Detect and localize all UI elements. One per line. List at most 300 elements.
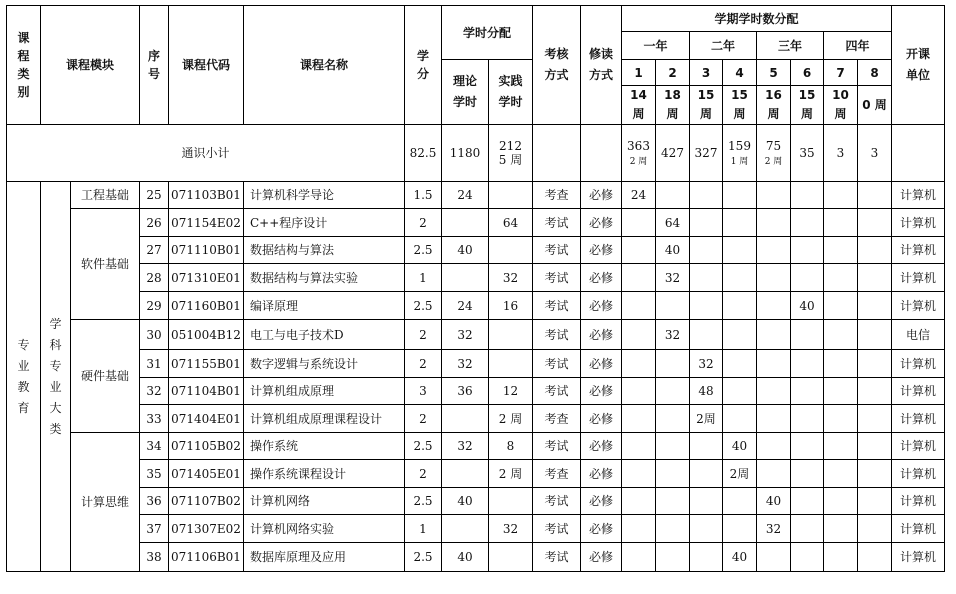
subtotal-study (581, 125, 622, 182)
subtotal-credit: 82.5 (405, 125, 442, 182)
term-8-cell (858, 237, 892, 264)
credit-cell: 2.5 (405, 237, 442, 264)
theory-cell (442, 209, 489, 237)
course-name-cell: 数据结构与算法实验 (244, 264, 405, 292)
course-name-cell: C++程序设计 (244, 209, 405, 237)
term-6-cell (791, 350, 824, 378)
header-term-3: 3 (690, 60, 723, 86)
practice-cell: 16 (489, 292, 533, 320)
credit-cell: 1 (405, 264, 442, 292)
term-1-cell (622, 350, 656, 378)
assess-cell: 考试 (533, 209, 581, 237)
term-4-cell: 40 (723, 433, 757, 460)
table-row (7, 320, 945, 350)
practice-cell: 2 周 (489, 405, 533, 433)
table-row (7, 237, 945, 264)
term-3-cell (690, 488, 723, 515)
credit-cell: 2.5 (405, 292, 442, 320)
term-5-cell (757, 350, 791, 378)
course-name-cell: 计算机科学导论 (244, 182, 405, 209)
credit-cell: 2.5 (405, 433, 442, 460)
term-4-cell: 2周 (723, 460, 757, 488)
term-2-cell (656, 543, 690, 572)
table-row (7, 433, 945, 460)
assess-cell: 考试 (533, 264, 581, 292)
term-7-cell (824, 543, 858, 572)
credit-cell: 2 (405, 209, 442, 237)
course-name-cell: 数字逻辑与系统设计 (244, 350, 405, 378)
subtotal-t6: 35 (791, 125, 824, 182)
term-7-cell (824, 209, 858, 237)
dept-cell: 计算机 (892, 378, 945, 405)
term-1-cell (622, 515, 656, 543)
term-6-cell (791, 378, 824, 405)
course-name-cell: 操作系统课程设计 (244, 460, 405, 488)
theory-cell: 24 (442, 292, 489, 320)
dept-cell: 计算机 (892, 433, 945, 460)
dept-cell: 计算机 (892, 237, 945, 264)
term-8-cell (858, 320, 892, 350)
term-2-cell (656, 460, 690, 488)
code-cell: 051004B12 (169, 320, 244, 350)
term-7-cell (824, 405, 858, 433)
dept-cell: 计算机 (892, 515, 945, 543)
term-5-cell (757, 405, 791, 433)
theory-cell: 32 (442, 320, 489, 350)
study-cell: 必修 (581, 209, 622, 237)
code-cell: 071104B01 (169, 378, 244, 405)
header-weeks-4: 15 周 (723, 86, 757, 125)
study-cell: 必修 (581, 488, 622, 515)
assess-cell: 考查 (533, 405, 581, 433)
header-term-8: 8 (858, 60, 892, 86)
table-row (7, 182, 945, 209)
term-1-cell (622, 209, 656, 237)
header-study: 修读方式 (581, 6, 622, 125)
term-3-cell: 48 (690, 378, 723, 405)
term-3-cell (690, 433, 723, 460)
code-cell: 071103B01 (169, 182, 244, 209)
credit-cell: 2 (405, 350, 442, 378)
term-8-cell (858, 209, 892, 237)
table-row (7, 405, 945, 433)
term-7-cell (824, 320, 858, 350)
credit-cell: 3 (405, 378, 442, 405)
term-3-cell (690, 237, 723, 264)
term-4-cell (723, 320, 757, 350)
code-cell: 071107B02 (169, 488, 244, 515)
table-row (7, 209, 945, 237)
course-name-cell: 数据库原理及应用 (244, 543, 405, 572)
seq-cell: 27 (140, 237, 169, 264)
term-6-cell (791, 264, 824, 292)
header-weeks-7: 10 周 (824, 86, 858, 125)
seq-cell: 25 (140, 182, 169, 209)
dept-cell: 计算机 (892, 209, 945, 237)
practice-cell: 32 (489, 515, 533, 543)
subtotal-theory: 1180 (442, 125, 489, 182)
term-3-cell: 2周 (690, 405, 723, 433)
term-5-cell (757, 264, 791, 292)
subtotal-practice: 212 5 周 (489, 125, 533, 182)
theory-cell: 40 (442, 543, 489, 572)
study-cell: 必修 (581, 378, 622, 405)
term-4-cell (723, 209, 757, 237)
term-5-cell (757, 460, 791, 488)
assess-cell: 考试 (533, 515, 581, 543)
course-name-cell: 计算机网络实验 (244, 515, 405, 543)
term-1-cell (622, 433, 656, 460)
table-row (7, 350, 945, 378)
term-5-cell (757, 378, 791, 405)
study-cell: 必修 (581, 320, 622, 350)
header-dept: 开课单位 (892, 6, 945, 125)
assess-cell: 考试 (533, 378, 581, 405)
code-cell: 071160B01 (169, 292, 244, 320)
dept-cell: 计算机 (892, 543, 945, 572)
credit-cell: 2 (405, 320, 442, 350)
credit-cell: 2 (405, 405, 442, 433)
credit-cell: 1 (405, 515, 442, 543)
study-cell: 必修 (581, 405, 622, 433)
seq-cell: 28 (140, 264, 169, 292)
term-2-cell: 32 (656, 320, 690, 350)
assess-cell: 考试 (533, 488, 581, 515)
seq-cell: 33 (140, 405, 169, 433)
study-cell: 必修 (581, 515, 622, 543)
dept-cell: 计算机 (892, 292, 945, 320)
term-4-cell (723, 237, 757, 264)
term-2-cell (656, 515, 690, 543)
header-category: 课程类别 (7, 6, 41, 125)
credit-cell: 1.5 (405, 182, 442, 209)
term-8-cell (858, 264, 892, 292)
dept-cell: 计算机 (892, 488, 945, 515)
module-cell: 工程基础 (71, 182, 140, 209)
header-hours-dist: 学时分配 (442, 6, 533, 60)
practice-cell (489, 350, 533, 378)
practice-cell (489, 543, 533, 572)
subtotal-t2: 427 (656, 125, 690, 182)
term-2-cell (656, 292, 690, 320)
assess-cell: 考试 (533, 543, 581, 572)
module-cell: 硬件基础 (71, 320, 140, 433)
seq-cell: 30 (140, 320, 169, 350)
dept-cell: 计算机 (892, 405, 945, 433)
code-cell: 071106B01 (169, 543, 244, 572)
header-term-dist: 学期学时数分配 (622, 6, 892, 32)
term-7-cell (824, 433, 858, 460)
term-2-cell (656, 433, 690, 460)
table-row (7, 264, 945, 292)
term-8-cell (858, 543, 892, 572)
term-5-cell (757, 292, 791, 320)
code-cell: 071310E01 (169, 264, 244, 292)
practice-cell (489, 237, 533, 264)
term-5-cell (757, 320, 791, 350)
header-weeks-2: 18 周 (656, 86, 690, 125)
term-2-cell (656, 378, 690, 405)
term-2-cell (656, 350, 690, 378)
header-term-5: 5 (757, 60, 791, 86)
practice-cell: 8 (489, 433, 533, 460)
term-3-cell (690, 182, 723, 209)
term-7-cell (824, 350, 858, 378)
header-year-4: 四年 (824, 32, 892, 60)
code-cell: 071405E01 (169, 460, 244, 488)
term-5-cell: 40 (757, 488, 791, 515)
term-8-cell (858, 378, 892, 405)
code-cell: 071404E01 (169, 405, 244, 433)
seq-cell: 34 (140, 433, 169, 460)
assess-cell: 考查 (533, 182, 581, 209)
code-cell: 071155B01 (169, 350, 244, 378)
subtotal-dept (892, 125, 945, 182)
theory-cell: 40 (442, 488, 489, 515)
dept-cell: 计算机 (892, 182, 945, 209)
seq-cell: 32 (140, 378, 169, 405)
table-row (7, 378, 945, 405)
assess-cell: 考查 (533, 460, 581, 488)
header-term-4: 4 (723, 60, 757, 86)
term-5-cell (757, 209, 791, 237)
subtotal-t8: 3 (858, 125, 892, 182)
term-1-cell (622, 292, 656, 320)
term-7-cell (824, 488, 858, 515)
header-code: 课程代码 (169, 6, 244, 125)
term-4-cell: 40 (723, 543, 757, 572)
term-5-cell: 32 (757, 515, 791, 543)
header-practice: 实践学时 (489, 60, 533, 125)
assess-cell: 考试 (533, 350, 581, 378)
term-1-cell (622, 488, 656, 515)
theory-cell (442, 515, 489, 543)
term-2-cell: 40 (656, 237, 690, 264)
header-assess: 考核方式 (533, 6, 581, 125)
term-2-cell (656, 405, 690, 433)
credit-cell: 2.5 (405, 543, 442, 572)
header-weeks-6: 15 周 (791, 86, 824, 125)
practice-cell (489, 488, 533, 515)
practice-cell (489, 320, 533, 350)
study-cell: 必修 (581, 543, 622, 572)
course-name-cell: 计算机组成原理 (244, 378, 405, 405)
term-6-cell: 40 (791, 292, 824, 320)
term-7-cell (824, 378, 858, 405)
table-row (7, 488, 945, 515)
dept-cell: 计算机 (892, 350, 945, 378)
seq-cell: 37 (140, 515, 169, 543)
term-6-cell (791, 460, 824, 488)
header-term-7: 7 (824, 60, 858, 86)
term-6-cell (791, 182, 824, 209)
subtotal-t5: 75 2 周 (757, 125, 791, 182)
term-4-cell (723, 350, 757, 378)
header-theory: 理论学时 (442, 60, 489, 125)
dept-cell: 计算机 (892, 460, 945, 488)
seq-cell: 38 (140, 543, 169, 572)
term-7-cell (824, 182, 858, 209)
course-name-cell: 操作系统 (244, 433, 405, 460)
term-7-cell (824, 292, 858, 320)
theory-cell (442, 460, 489, 488)
term-3-cell (690, 543, 723, 572)
dept-cell: 电信 (892, 320, 945, 350)
term-6-cell (791, 237, 824, 264)
term-7-cell (824, 515, 858, 543)
term-8-cell (858, 515, 892, 543)
assess-cell: 考试 (533, 292, 581, 320)
practice-cell: 2 周 (489, 460, 533, 488)
study-cell: 必修 (581, 264, 622, 292)
term-2-cell: 32 (656, 264, 690, 292)
term-8-cell (858, 292, 892, 320)
course-name-cell: 编译原理 (244, 292, 405, 320)
term-3-cell (690, 515, 723, 543)
seq-cell: 29 (140, 292, 169, 320)
term-1-cell (622, 237, 656, 264)
term-2-cell (656, 488, 690, 515)
course-name-cell: 计算机组成原理课程设计 (244, 405, 405, 433)
term-5-cell (757, 543, 791, 572)
theory-cell (442, 405, 489, 433)
term-4-cell (723, 292, 757, 320)
term-3-cell (690, 209, 723, 237)
credit-cell: 2.5 (405, 488, 442, 515)
header-weeks-3: 15 周 (690, 86, 723, 125)
term-3-cell (690, 460, 723, 488)
seq-cell: 36 (140, 488, 169, 515)
term-7-cell (824, 264, 858, 292)
seq-cell: 35 (140, 460, 169, 488)
subtotal-assess (533, 125, 581, 182)
study-cell: 必修 (581, 292, 622, 320)
subtotal-t4: 159 1 周 (723, 125, 757, 182)
term-8-cell (858, 460, 892, 488)
subtotal-t3: 327 (690, 125, 723, 182)
module-cell: 软件基础 (71, 209, 140, 320)
code-cell: 071307E02 (169, 515, 244, 543)
term-1-cell (622, 543, 656, 572)
header-term-6: 6 (791, 60, 824, 86)
code-cell: 071105B02 (169, 433, 244, 460)
header-seq: 序号 (140, 6, 169, 125)
term-4-cell (723, 264, 757, 292)
term-2-cell (656, 182, 690, 209)
assess-cell: 考试 (533, 320, 581, 350)
table-row (7, 460, 945, 488)
study-cell: 必修 (581, 460, 622, 488)
course-name-cell: 电工与电子技术D (244, 320, 405, 350)
assess-cell: 考试 (533, 237, 581, 264)
practice-cell: 64 (489, 209, 533, 237)
theory-cell: 24 (442, 182, 489, 209)
term-1-cell (622, 320, 656, 350)
study-cell: 必修 (581, 350, 622, 378)
term-3-cell (690, 264, 723, 292)
category-cell: 专业教育 (7, 182, 41, 572)
assess-cell: 考试 (533, 433, 581, 460)
term-3-cell: 32 (690, 350, 723, 378)
term-2-cell: 64 (656, 209, 690, 237)
practice-cell: 12 (489, 378, 533, 405)
term-4-cell (723, 378, 757, 405)
code-cell: 071154E02 (169, 209, 244, 237)
practice-cell: 32 (489, 264, 533, 292)
seq-cell: 31 (140, 350, 169, 378)
course-name-cell: 数据结构与算法 (244, 237, 405, 264)
term-3-cell (690, 292, 723, 320)
theory-cell: 36 (442, 378, 489, 405)
theory-cell: 32 (442, 433, 489, 460)
course-name-cell: 计算机网络 (244, 488, 405, 515)
term-6-cell (791, 433, 824, 460)
term-4-cell (723, 405, 757, 433)
term-6-cell (791, 543, 824, 572)
subcategory-cell: 学科专业大类 (41, 182, 71, 572)
table-row (7, 515, 945, 543)
table-row (7, 292, 945, 320)
term-8-cell (858, 350, 892, 378)
table-row (7, 543, 945, 572)
study-cell: 必修 (581, 182, 622, 209)
header-module: 课程模块 (41, 6, 140, 125)
term-8-cell (858, 488, 892, 515)
header-year-3: 三年 (757, 32, 824, 60)
term-1-cell (622, 405, 656, 433)
term-1-cell (622, 264, 656, 292)
term-4-cell (723, 515, 757, 543)
study-cell: 必修 (581, 237, 622, 264)
term-1-cell: 24 (622, 182, 656, 209)
term-8-cell (858, 433, 892, 460)
curriculum-table (6, 5, 945, 572)
header-name: 课程名称 (244, 6, 405, 125)
header-weeks-5: 16 周 (757, 86, 791, 125)
theory-cell: 32 (442, 350, 489, 378)
term-6-cell (791, 405, 824, 433)
term-8-cell (858, 182, 892, 209)
practice-cell (489, 182, 533, 209)
term-7-cell (824, 460, 858, 488)
term-1-cell (622, 460, 656, 488)
term-5-cell (757, 182, 791, 209)
header-year-1: 一年 (622, 32, 690, 60)
subtotal-row (7, 125, 945, 182)
credit-cell: 2 (405, 460, 442, 488)
term-8-cell (858, 405, 892, 433)
theory-cell (442, 264, 489, 292)
term-6-cell (791, 320, 824, 350)
seq-cell: 26 (140, 209, 169, 237)
term-5-cell (757, 433, 791, 460)
term-3-cell (690, 320, 723, 350)
term-6-cell (791, 488, 824, 515)
term-4-cell (723, 488, 757, 515)
header-term-1: 1 (622, 60, 656, 86)
module-cell: 计算思维 (71, 433, 140, 572)
subtotal-t7: 3 (824, 125, 858, 182)
study-cell: 必修 (581, 433, 622, 460)
code-cell: 071110B01 (169, 237, 244, 264)
term-6-cell (791, 515, 824, 543)
term-1-cell (622, 378, 656, 405)
term-5-cell (757, 237, 791, 264)
term-7-cell (824, 237, 858, 264)
subtotal-label: 通识小计 (7, 125, 405, 182)
header-weeks-1: 14 周 (622, 86, 656, 125)
term-6-cell (791, 209, 824, 237)
